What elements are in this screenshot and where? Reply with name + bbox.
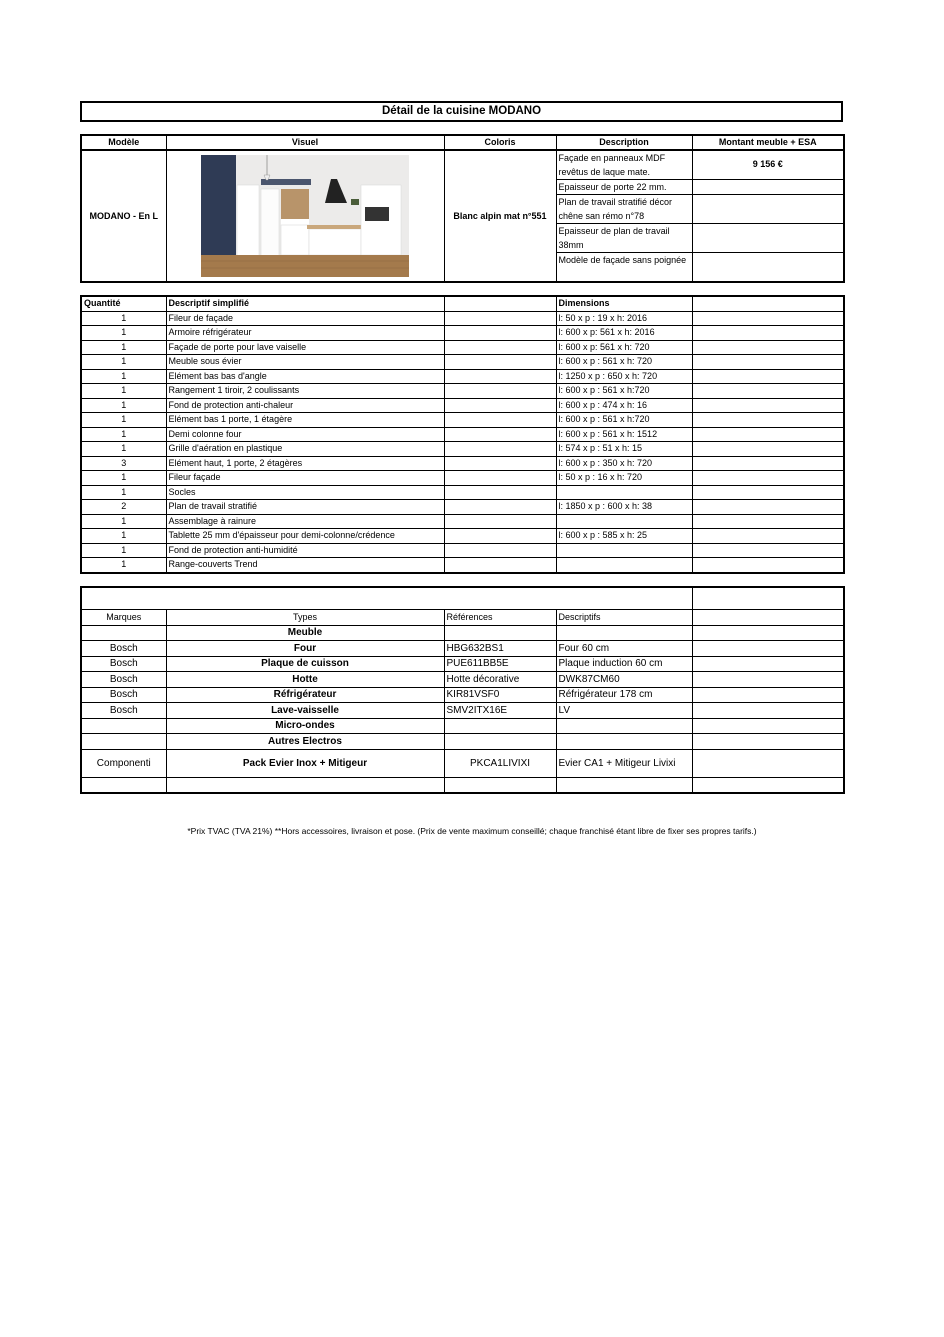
item-description: Meuble sous évier xyxy=(166,355,444,370)
item-empty xyxy=(444,369,556,384)
description-4: Epaisseur de plan de travail 38mm xyxy=(556,224,692,253)
item-empty xyxy=(444,485,556,500)
item-quantity: 1 xyxy=(81,384,166,399)
appliance-type: Lave-vaisselle xyxy=(166,703,444,719)
appliances-blank-top xyxy=(81,587,692,610)
table-row xyxy=(81,442,844,457)
item-dimensions: l: 574 x p : 51 x h: 15 xyxy=(556,442,692,457)
item-empty-right xyxy=(692,427,844,442)
appliance-empty-cell xyxy=(81,777,166,793)
appliance-empty-cell xyxy=(166,777,444,793)
description-1: Façade en panneaux MDF revêtus de laque mate. xyxy=(556,150,692,180)
item-dimensions: l: 600 x p: 561 x h: 720 xyxy=(556,340,692,355)
table-row xyxy=(81,641,844,657)
appliance-reference: KIR81VSF0 xyxy=(444,687,556,703)
appliance-reference: PUE611BB5E xyxy=(444,656,556,672)
table-row xyxy=(81,340,844,355)
header-empty-2 xyxy=(692,296,844,311)
item-description: Armoire réfrigérateur xyxy=(166,326,444,341)
item-empty-right xyxy=(692,311,844,326)
header-description: Description xyxy=(556,135,692,150)
item-dimensions xyxy=(556,543,692,558)
header-empty-1 xyxy=(444,296,556,311)
table-row xyxy=(81,471,844,486)
appliance-reference xyxy=(444,625,556,641)
item-quantity: 1 xyxy=(81,340,166,355)
appliance-descriptif: LV xyxy=(556,703,692,719)
item-empty xyxy=(444,442,556,457)
table-row xyxy=(81,749,844,777)
appliance-descriptif xyxy=(556,625,692,641)
item-dimensions: l: 1250 x p : 650 x h: 720 xyxy=(556,369,692,384)
table-row xyxy=(81,413,844,428)
description-5: Modèle de façade sans poignée xyxy=(556,253,692,283)
item-empty xyxy=(444,311,556,326)
table-row xyxy=(81,529,844,544)
header-quantite: Quantité xyxy=(81,296,166,311)
appliance-empty xyxy=(692,749,844,777)
footnote: *Prix TVAC (TVA 21%) **Hors accessoires, livraison et pose. (Prix de vente maximum conseillé; chaque franchisé étant libre de fixer ses propres tarifs.) xyxy=(187,826,757,836)
appliance-empty-cell xyxy=(444,777,556,793)
appliance-empty xyxy=(692,703,844,719)
appliance-empty xyxy=(692,718,844,734)
table-row xyxy=(81,656,844,672)
appliance-type: Pack Evier Inox + Mitigeur xyxy=(166,749,444,777)
appliances-blank-top-right xyxy=(692,587,844,610)
title-table xyxy=(80,101,843,122)
header-types: Types xyxy=(166,610,444,626)
table-row xyxy=(81,355,844,370)
appliance-reference: SMV2ITX16E xyxy=(444,703,556,719)
appliance-reference: PKCA1LIVIXI xyxy=(444,749,556,777)
item-description: Elément bas 1 porte, 1 étagère xyxy=(166,413,444,428)
item-description: Rangement 1 tiroir, 2 coulissants xyxy=(166,384,444,399)
item-empty xyxy=(444,384,556,399)
item-empty-right xyxy=(692,413,844,428)
item-description: Demi colonne four xyxy=(166,427,444,442)
appliance-reference: HBG632BS1 xyxy=(444,641,556,657)
price-empty-3 xyxy=(692,195,844,224)
table-row xyxy=(81,326,844,341)
appliance-empty-cell xyxy=(692,777,844,793)
item-dimensions xyxy=(556,558,692,573)
price-empty-5 xyxy=(692,253,844,283)
header-references: Références xyxy=(444,610,556,626)
item-empty-right xyxy=(692,543,844,558)
appliance-brand: Bosch xyxy=(81,703,166,719)
item-dimensions xyxy=(556,485,692,500)
item-empty xyxy=(444,471,556,486)
item-quantity: 1 xyxy=(81,543,166,558)
appliance-brand: Bosch xyxy=(81,641,166,657)
item-quantity: 1 xyxy=(81,529,166,544)
item-description: Elément haut, 1 porte, 2 étagères xyxy=(166,456,444,471)
item-dimensions: l: 600 x p : 561 x h: 1512 xyxy=(556,427,692,442)
item-empty xyxy=(444,558,556,573)
item-description: Socles xyxy=(166,485,444,500)
item-description: Tablette 25 mm d'épaisseur pour demi-colonne/crédence xyxy=(166,529,444,544)
item-empty-right xyxy=(692,471,844,486)
appliance-brand xyxy=(81,734,166,750)
item-description: Fond de protection anti-chaleur xyxy=(166,398,444,413)
items-table xyxy=(80,295,845,574)
header-descriptif: Descriptif simplifié xyxy=(166,296,444,311)
appliance-type: Meuble xyxy=(166,625,444,641)
table-row xyxy=(81,672,844,688)
item-quantity: 1 xyxy=(81,471,166,486)
appliances-table xyxy=(80,586,845,794)
appliance-type: Micro-ondes xyxy=(166,718,444,734)
item-description: Grille d'aération en plastique xyxy=(166,442,444,457)
item-empty xyxy=(444,427,556,442)
item-description: Fileur de façade xyxy=(166,311,444,326)
header-descriptifs: Descriptifs xyxy=(556,610,692,626)
appliance-empty xyxy=(692,734,844,750)
item-empty xyxy=(444,398,556,413)
table-row xyxy=(81,369,844,384)
description-3: Plan de travail stratifié décor chêne san rémo n°78 xyxy=(556,195,692,224)
table-row xyxy=(81,398,844,413)
item-empty xyxy=(444,340,556,355)
item-empty-right xyxy=(692,456,844,471)
item-description: Façade de porte pour lave vaiselle xyxy=(166,340,444,355)
item-description: Plan de travail stratifié xyxy=(166,500,444,515)
appliance-type: Réfrigérateur xyxy=(166,687,444,703)
appliance-descriptif: Evier CA1 + Mitigeur Livixi xyxy=(556,749,692,777)
appliance-descriptif xyxy=(556,718,692,734)
item-dimensions: l: 1850 x p : 600 x h: 38 xyxy=(556,500,692,515)
item-dimensions: l: 50 x p : 19 x h: 2016 xyxy=(556,311,692,326)
model-name: MODANO - En L xyxy=(81,150,166,282)
appliance-reference: Hotte décorative xyxy=(444,672,556,688)
item-dimensions: l: 600 x p : 561 x h: 720 xyxy=(556,355,692,370)
table-row xyxy=(81,558,844,573)
appliance-type: Four xyxy=(166,641,444,657)
appliance-descriptif: Réfrigérateur 178 cm xyxy=(556,687,692,703)
appliance-descriptif: Four 60 cm xyxy=(556,641,692,657)
appliance-descriptif: Plaque induction 60 cm xyxy=(556,656,692,672)
item-quantity: 1 xyxy=(81,485,166,500)
item-empty xyxy=(444,413,556,428)
table-row xyxy=(81,777,844,793)
item-description: Fond de protection anti-humidité xyxy=(166,543,444,558)
table-row xyxy=(81,384,844,399)
appliance-brand xyxy=(81,625,166,641)
item-empty xyxy=(444,456,556,471)
header-montant: Montant meuble + ESA xyxy=(692,135,844,150)
table-row xyxy=(81,687,844,703)
item-dimensions: l: 600 x p : 474 x h: 16 xyxy=(556,398,692,413)
item-empty-right xyxy=(692,500,844,515)
item-quantity: 1 xyxy=(81,442,166,457)
item-quantity: 1 xyxy=(81,369,166,384)
appliance-brand xyxy=(81,718,166,734)
appliance-type: Hotte xyxy=(166,672,444,688)
appliance-brand: Bosch xyxy=(81,672,166,688)
appliance-empty-cell xyxy=(556,777,692,793)
appliance-empty xyxy=(692,656,844,672)
table-row xyxy=(81,456,844,471)
item-dimensions: l: 600 x p : 350 x h: 720 xyxy=(556,456,692,471)
item-empty-right xyxy=(692,384,844,399)
item-empty xyxy=(444,543,556,558)
item-quantity: 3 xyxy=(81,456,166,471)
item-empty-right xyxy=(692,442,844,457)
appliance-brand: Componenti xyxy=(81,749,166,777)
table-row xyxy=(81,500,844,515)
item-empty-right xyxy=(692,485,844,500)
item-empty-right xyxy=(692,340,844,355)
item-description: Fileur façade xyxy=(166,471,444,486)
appliance-descriptif xyxy=(556,734,692,750)
header-visuel: Visuel xyxy=(166,135,444,150)
item-dimensions: l: 50 x p : 16 x h: 720 xyxy=(556,471,692,486)
appliance-type: Plaque de cuisson xyxy=(166,656,444,672)
item-empty-right xyxy=(692,355,844,370)
kitchen-image xyxy=(201,155,409,277)
appliance-brand: Bosch xyxy=(81,687,166,703)
item-dimensions: l: 600 x p : 561 x h:720 xyxy=(556,413,692,428)
item-quantity: 1 xyxy=(81,398,166,413)
page-title: Détail de la cuisine MODANO xyxy=(81,102,842,121)
appliance-empty xyxy=(692,687,844,703)
item-empty xyxy=(444,514,556,529)
appliance-type: Autres Electros xyxy=(166,734,444,750)
appliance-brand: Bosch xyxy=(81,656,166,672)
item-empty xyxy=(444,326,556,341)
appliance-empty xyxy=(692,672,844,688)
header-dimensions: Dimensions xyxy=(556,296,692,311)
item-description: Elément bas bas d'angle xyxy=(166,369,444,384)
item-empty-right xyxy=(692,398,844,413)
table-row xyxy=(81,543,844,558)
item-quantity: 1 xyxy=(81,514,166,529)
description-2: Epaisseur de porte 22 mm. xyxy=(556,180,692,195)
item-quantity: 2 xyxy=(81,500,166,515)
table-row xyxy=(81,514,844,529)
item-empty-right xyxy=(692,514,844,529)
item-empty-right xyxy=(692,326,844,341)
table-row xyxy=(81,427,844,442)
appliance-empty xyxy=(692,625,844,641)
item-quantity: 1 xyxy=(81,355,166,370)
item-dimensions: l: 600 x p : 585 x h: 25 xyxy=(556,529,692,544)
item-quantity: 1 xyxy=(81,326,166,341)
item-description: Range-couverts Trend xyxy=(166,558,444,573)
price-value: 9 156 € xyxy=(692,150,844,180)
table-row xyxy=(81,718,844,734)
item-empty xyxy=(444,529,556,544)
item-empty xyxy=(444,355,556,370)
item-empty-right xyxy=(692,529,844,544)
table-row xyxy=(81,703,844,719)
item-empty-right xyxy=(692,558,844,573)
item-quantity: 1 xyxy=(81,558,166,573)
item-quantity: 1 xyxy=(81,427,166,442)
table-row xyxy=(81,734,844,750)
appliance-descriptif: DWK87CM60 xyxy=(556,672,692,688)
main-table xyxy=(80,134,845,283)
table-row xyxy=(81,311,844,326)
header-empty xyxy=(692,610,844,626)
item-empty-right xyxy=(692,369,844,384)
item-dimensions xyxy=(556,514,692,529)
item-empty xyxy=(444,500,556,515)
appliance-empty xyxy=(692,641,844,657)
item-dimensions: l: 600 x p: 561 x h: 2016 xyxy=(556,326,692,341)
item-dimensions: l: 600 x p : 561 x h:720 xyxy=(556,384,692,399)
item-quantity: 1 xyxy=(81,311,166,326)
visual-cell xyxy=(166,150,444,282)
item-quantity: 1 xyxy=(81,413,166,428)
header-marques: Marques xyxy=(81,610,166,626)
header-coloris: Coloris xyxy=(444,135,556,150)
appliance-reference xyxy=(444,718,556,734)
price-empty-4 xyxy=(692,224,844,253)
price-empty-2 xyxy=(692,180,844,195)
table-row xyxy=(81,625,844,641)
item-description: Assemblage à rainure xyxy=(166,514,444,529)
header-modele: Modèle xyxy=(81,135,166,150)
appliance-reference xyxy=(444,734,556,750)
coloris-value: Blanc alpin mat n°551 xyxy=(444,150,556,282)
table-row xyxy=(81,485,844,500)
